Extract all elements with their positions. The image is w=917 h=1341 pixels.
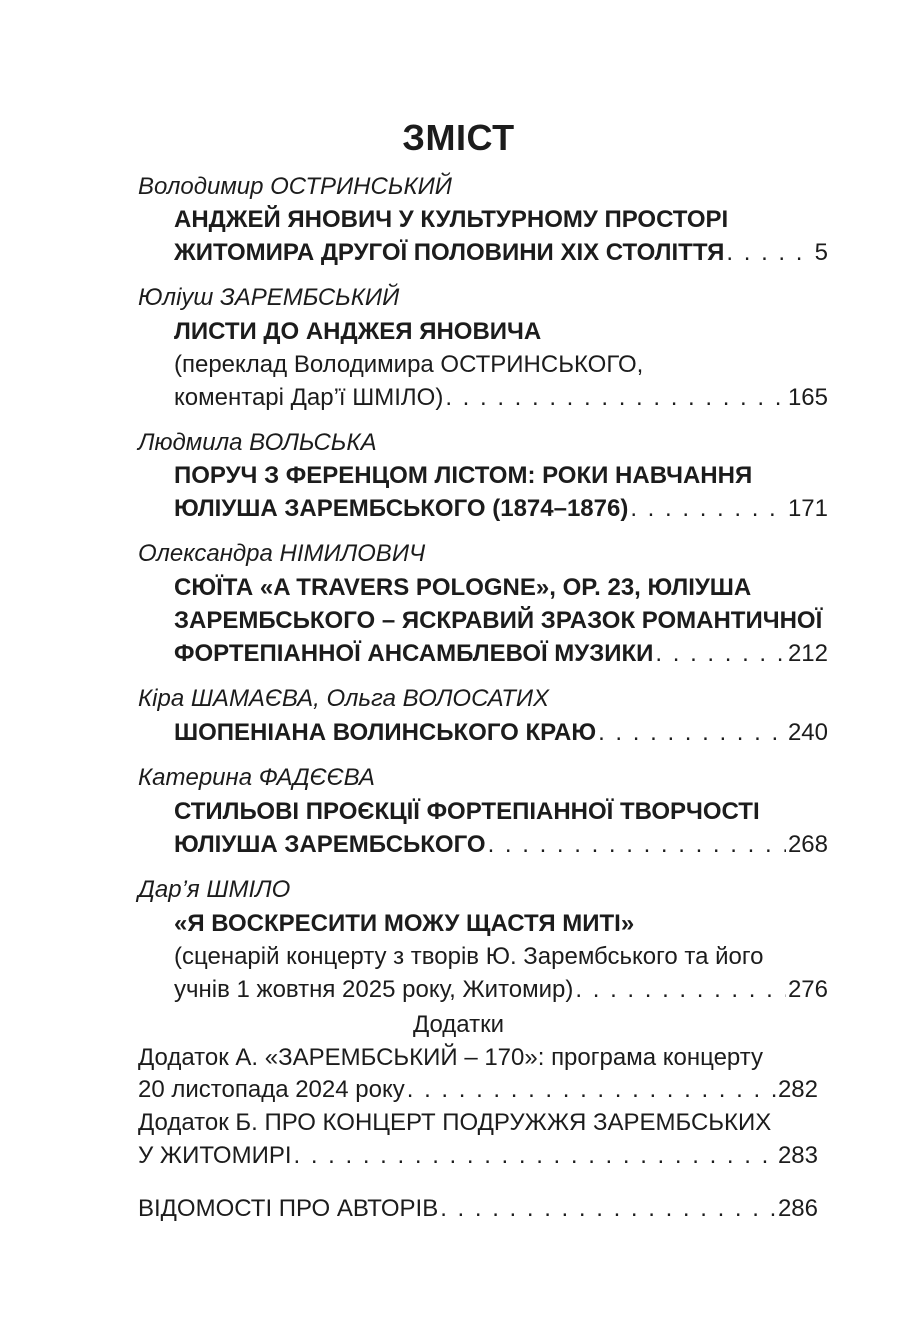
- appendix-item-line: У ЖИТОМИРІ: [138, 1142, 292, 1169]
- entry-note-line-with-page[interactable]: [174, 974, 828, 1006]
- entry-title-line: СТИЛЬОВІ ПРОЄКЦІЇ ФОРТЕПІАННОЇ ТВОРЧОСТІ: [174, 798, 760, 825]
- entry-title-line: ЖИТОМИРА ДРУГОЇ ПОЛОВИНИ XIX СТОЛІТТЯ: [174, 239, 725, 266]
- dot-leader: [726, 237, 812, 269]
- entry-title-line: СЮЇТА «A TRAVERS POLOGNE», OP. 23, ЮЛІУША: [174, 574, 752, 601]
- entry-title-line-with-page[interactable]: [174, 829, 828, 861]
- dot-leader: [445, 382, 786, 414]
- dot-leader: [655, 638, 786, 670]
- page-title: ЗМІСТ: [402, 117, 515, 158]
- dot-leader: [630, 493, 786, 525]
- page-number: 286: [777, 1195, 818, 1222]
- entry-title-line-with-page[interactable]: [174, 638, 828, 670]
- entry-title-line: «Я ВОСКРЕСИТИ МОЖУ ЩАСТЯ МИТІ»: [174, 910, 635, 937]
- entry-author: Володимир ОСТРИНСЬКИЙ: [138, 173, 452, 200]
- page-number: 276: [787, 976, 828, 1003]
- entry-title-line: ЮЛІУША ЗАРЕМБСЬКОГО (1874–1876): [174, 495, 629, 522]
- entry-note-line: (переклад Володимира ОСТРИНСЬКОГО,: [174, 351, 644, 378]
- appendix-heading: Додатки: [412, 1011, 505, 1038]
- appendix-item-line: 20 листопада 2024 року: [138, 1076, 405, 1103]
- entry-title-line: ЗАРЕМБСЬКОГО – ЯСКРАВИЙ ЗРАЗОК РОМАНТИЧНОЇ: [174, 607, 823, 634]
- entry-title-line-with-page[interactable]: [174, 237, 828, 269]
- entry-author: Катерина ФАДЄЄВА: [138, 764, 375, 791]
- entry-note-line: учнів 1 жовтня 2025 року, Житомир): [174, 976, 574, 1003]
- entry-title-line: ШОПЕНІАНА ВОЛИНСЬКОГО КРАЮ: [174, 719, 597, 746]
- page-number: 282: [777, 1076, 818, 1103]
- dot-leader: [598, 717, 786, 749]
- dot-leader: [488, 829, 786, 861]
- dot-leader: [575, 974, 786, 1006]
- appendix-item-line: Додаток А. «ЗАРЕМБСЬКИЙ – 170»: програма концерту: [138, 1044, 763, 1071]
- appendix-item-line: Додаток Б. ПРО КОНЦЕРТ ПОДРУЖЖЯ ЗАРЕМБСЬКИХ: [138, 1109, 772, 1136]
- dot-leader: [440, 1193, 776, 1225]
- authors-info-line[interactable]: [138, 1193, 818, 1225]
- appendix-item-line-with-page[interactable]: [138, 1140, 818, 1172]
- entry-author: Юліуш ЗАРЕМБСЬКИЙ: [138, 284, 400, 311]
- page-number: 171: [787, 495, 828, 522]
- entry-title-line: ФОРТЕПІАННОЇ АНСАМБЛЕВОЇ МУЗИКИ: [174, 640, 654, 667]
- entry-author: Людмила ВОЛЬСЬКА: [138, 429, 377, 456]
- entry-title-line-with-page[interactable]: [174, 493, 828, 525]
- appendix-item-line-with-page[interactable]: [138, 1074, 818, 1106]
- entry-title-line: ЛИСТИ ДО АНДЖЕЯ ЯНОВИЧА: [174, 318, 542, 345]
- dot-leader: [294, 1140, 776, 1172]
- dot-leader: [407, 1074, 776, 1106]
- entry-note-line: (сценарій концерту з творів Ю. Зарембського та його: [174, 943, 764, 970]
- entry-author: Дар’я ШМІЛО: [138, 876, 291, 903]
- page-number: 5: [814, 239, 828, 266]
- page-number: 283: [777, 1142, 818, 1169]
- entry-title-line-with-page[interactable]: [174, 717, 828, 749]
- entry-title-line: АНДЖЕЙ ЯНОВИЧ У КУЛЬТУРНОМУ ПРОСТОРІ: [174, 206, 729, 233]
- entry-note-line: коментарі Дар’ї ШМІЛО): [174, 384, 444, 411]
- authors-info-label: ВІДОМОСТІ ПРО АВТОРІВ: [138, 1195, 439, 1222]
- entry-author: Олександра НІМИЛОВИЧ: [138, 540, 426, 567]
- page-number: 165: [787, 384, 828, 411]
- entry-note-line-with-page[interactable]: [174, 382, 828, 414]
- entry-title-line: ЮЛІУША ЗАРЕМБСЬКОГО: [174, 831, 486, 858]
- page-number: 268: [787, 831, 828, 858]
- entry-author: Кіра ШАМАЄВА, Ольга ВОЛОСАТИХ: [138, 685, 550, 712]
- page-number: 212: [787, 640, 828, 667]
- entry-title-line: ПОРУЧ З ФЕРЕНЦОМ ЛІСТОМ: РОКИ НАВЧАННЯ: [174, 462, 753, 489]
- page-number: 240: [787, 719, 828, 746]
